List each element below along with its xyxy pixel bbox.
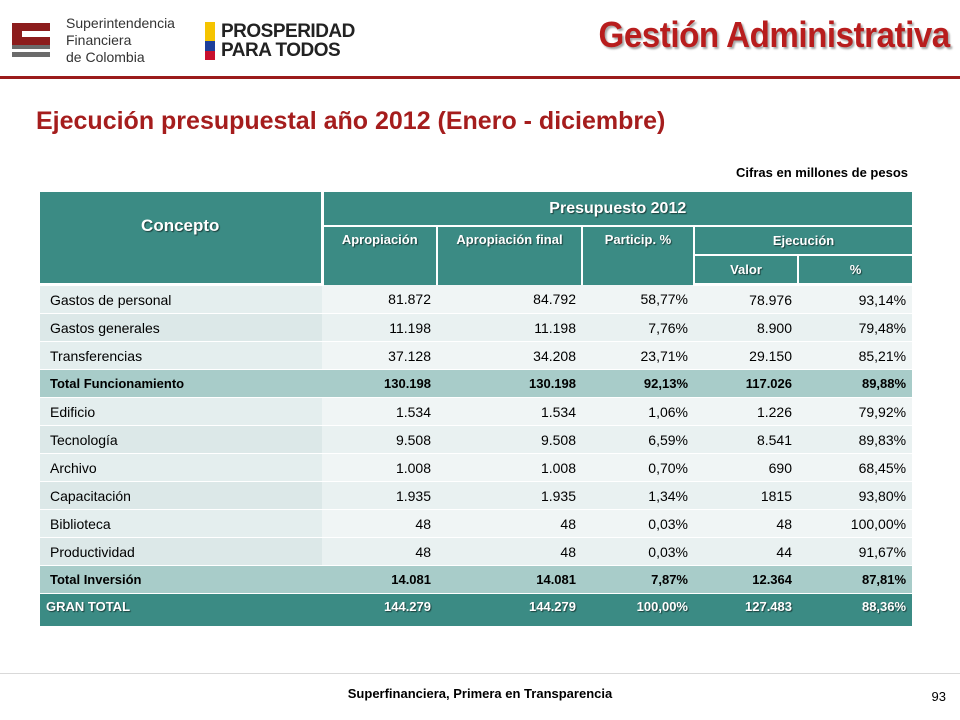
- cell-valor: 48: [694, 510, 798, 538]
- cell-valor: 1.226: [694, 398, 798, 426]
- cell-concepto: Productividad: [40, 538, 322, 566]
- cell-apropiacion: 48: [322, 538, 437, 566]
- cell-valor: 8.900: [694, 314, 798, 342]
- cell-valor: 44: [694, 538, 798, 566]
- cell-concepto: Gastos generales: [40, 314, 322, 342]
- cell-particip: 92,13%: [582, 370, 694, 398]
- cell-apropiacion-final: 144.279: [437, 594, 582, 627]
- cell-concepto: Biblioteca: [40, 510, 322, 538]
- header-apropiacion-final: Apropiación final: [437, 226, 582, 285]
- cell-apropiacion: 11.198: [322, 314, 437, 342]
- cell-particip: 100,00%: [582, 594, 694, 627]
- table-row: [40, 342, 912, 370]
- cell-particip: 6,59%: [582, 426, 694, 454]
- cell-particip: 1,34%: [582, 482, 694, 510]
- header-pct: %: [798, 255, 912, 285]
- colombia-flag-icon: [205, 22, 215, 60]
- cell-concepto: Edificio: [40, 398, 322, 426]
- cell-concepto: Tecnología: [40, 426, 322, 454]
- cell-apropiacion: 37.128: [322, 342, 437, 370]
- cell-apropiacion-final: 34.208: [437, 342, 582, 370]
- cell-apropiacion-final: 14.081: [437, 566, 582, 594]
- cell-valor: 690: [694, 454, 798, 482]
- cell-pct: 79,92%: [798, 398, 912, 426]
- cell-pct: 93,80%: [798, 482, 912, 510]
- cell-concepto: Transferencias: [40, 342, 322, 370]
- cell-valor: 12.364: [694, 566, 798, 594]
- prosperidad-logo: [205, 22, 355, 62]
- grand-total-row: [40, 594, 912, 627]
- cell-valor: 78.976: [694, 285, 798, 314]
- cell-valor: 127.483: [694, 594, 798, 627]
- header-concepto: Concepto: [40, 192, 322, 285]
- cell-particip: 0,03%: [582, 510, 694, 538]
- table-row: [40, 426, 912, 454]
- cell-pct: 89,83%: [798, 426, 912, 454]
- table-row: [40, 285, 912, 314]
- cell-pct: 88,36%: [798, 594, 912, 627]
- page-number: 93: [931, 689, 946, 704]
- cell-pct: 89,88%: [798, 370, 912, 398]
- cell-valor: 1815: [694, 482, 798, 510]
- cell-concepto: Gastos de personal: [40, 285, 322, 314]
- cell-apropiacion: 81.872: [322, 285, 437, 314]
- cell-concepto: Archivo: [40, 454, 322, 482]
- cell-valor: 29.150: [694, 342, 798, 370]
- cell-particip: 0,70%: [582, 454, 694, 482]
- cell-apropiacion-final: 84.792: [437, 285, 582, 314]
- header-particip: Particip. %: [582, 226, 694, 285]
- cell-valor: 8.541: [694, 426, 798, 454]
- cell-particip: 1,06%: [582, 398, 694, 426]
- cell-apropiacion-final: 1.534: [437, 398, 582, 426]
- cell-concepto: Capacitación: [40, 482, 322, 510]
- cell-apropiacion: 14.081: [322, 566, 437, 594]
- sfc-logo-line-1: Superintendencia: [66, 15, 175, 31]
- header-ejecucion: Ejecución: [694, 226, 912, 255]
- cell-particip: 0,03%: [582, 538, 694, 566]
- header-divider: [0, 76, 960, 79]
- cell-apropiacion-final: 11.198: [437, 314, 582, 342]
- cell-apropiacion: 1.534: [322, 398, 437, 426]
- page-title: Gestión Administrativa: [598, 14, 950, 55]
- subtotal-row-inversion: [40, 566, 912, 594]
- cell-apropiacion-final: 1.935: [437, 482, 582, 510]
- cell-pct: 79,48%: [798, 314, 912, 342]
- cell-particip: 23,71%: [582, 342, 694, 370]
- cell-particip: 58,77%: [582, 285, 694, 314]
- header-presupuesto: Presupuesto 2012: [322, 192, 912, 226]
- units-note: Cifras en millones de pesos: [736, 165, 908, 180]
- cell-apropiacion: 1.935: [322, 482, 437, 510]
- table-row: [40, 454, 912, 482]
- cell-apropiacion: 144.279: [322, 594, 437, 627]
- cell-apropiacion-final: 130.198: [437, 370, 582, 398]
- table-row: [40, 482, 912, 510]
- footer-divider: [0, 673, 960, 674]
- budget-table: [40, 192, 912, 626]
- subtotal-row-funcionamiento: [40, 370, 912, 398]
- cell-concepto: Total Inversión: [40, 566, 322, 594]
- cell-apropiacion: 9.508: [322, 426, 437, 454]
- cell-pct: 85,21%: [798, 342, 912, 370]
- header-apropiacion: Apropiación: [322, 226, 437, 285]
- table-row: [40, 398, 912, 426]
- footer-slogan: Superfinanciera, Primera en Transparencia: [347, 686, 613, 701]
- cell-apropiacion: 48: [322, 510, 437, 538]
- cell-apropiacion-final: 48: [437, 510, 582, 538]
- cell-apropiacion-final: 48: [437, 538, 582, 566]
- superfinanciera-logo: [8, 15, 188, 65]
- cell-apropiacion: 1.008: [322, 454, 437, 482]
- cell-apropiacion-final: 9.508: [437, 426, 582, 454]
- cell-apropiacion-final: 1.008: [437, 454, 582, 482]
- sfc-logo-line-3: de Colombia: [66, 49, 145, 65]
- sfc-logo-line-2: Financiera: [66, 32, 132, 48]
- cell-pct: 91,67%: [798, 538, 912, 566]
- cell-apropiacion: 130.198: [322, 370, 437, 398]
- cell-valor: 117.026: [694, 370, 798, 398]
- cell-pct: 68,45%: [798, 454, 912, 482]
- cell-concepto: GRAN TOTAL: [40, 594, 322, 627]
- cell-pct: 87,81%: [798, 566, 912, 594]
- pp-logo-line-1: PROSPERIDAD: [221, 21, 355, 42]
- cell-particip: 7,76%: [582, 314, 694, 342]
- superfinanciera-emblem-icon: [8, 15, 54, 65]
- cell-concepto: Total Funcionamiento: [40, 370, 322, 398]
- section-subtitle: Ejecución presupuestal año 2012 (Enero - diciembre): [36, 107, 666, 135]
- table-row: [40, 510, 912, 538]
- table-row: [40, 314, 912, 342]
- cell-pct: 100,00%: [798, 510, 912, 538]
- cell-particip: 7,87%: [582, 566, 694, 594]
- header-valor: Valor: [694, 255, 798, 285]
- pp-logo-line-2: PARA TODOS: [221, 40, 341, 61]
- table-row: [40, 538, 912, 566]
- cell-pct: 93,14%: [798, 285, 912, 314]
